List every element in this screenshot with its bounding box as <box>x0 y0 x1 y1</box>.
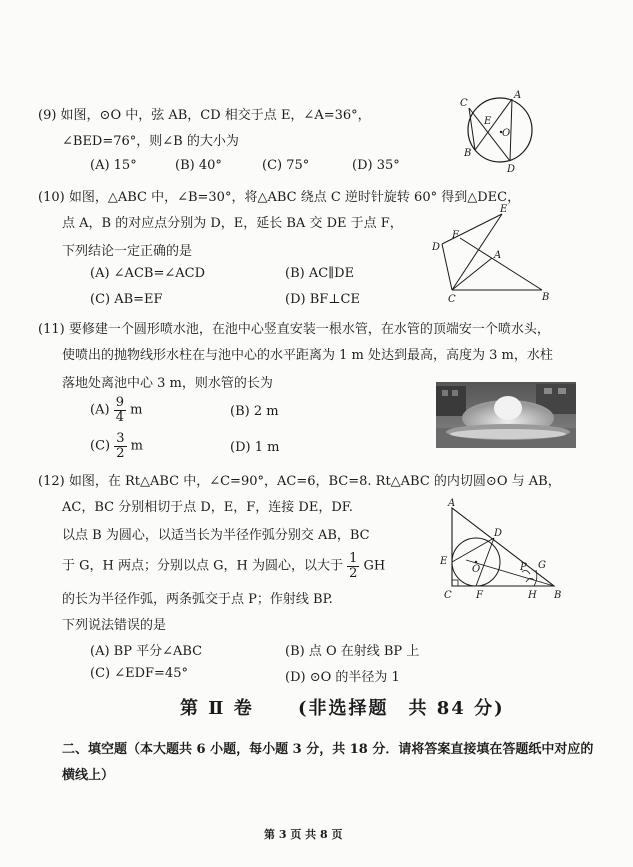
q10-label-a: A <box>494 250 502 261</box>
q12-line5: 的长为半径作弧，两条弧交于点 P；作射线 BP. <box>62 592 333 607</box>
q12-option-c: (C) ∠EDF=45° <box>90 666 188 681</box>
q12-line4-denominator: 2 <box>349 565 358 581</box>
q9-label-d: D <box>507 164 516 172</box>
q11-option-c-numerator: 3 <box>116 431 125 446</box>
q12-line4-text-a: 于 G，H 两点；分别以点 G，H 为圆心，以大于 <box>62 558 343 574</box>
q12-line6: 下列说法错误的是 <box>62 618 167 633</box>
q12-option-b: (B) 点 O 在射线 BP 上 <box>285 644 420 659</box>
q12-option-d: (D) ⊙O 的半径为 1 <box>285 670 400 685</box>
q9-label-e: E <box>484 116 492 127</box>
q12-label-o: O <box>472 564 481 575</box>
q9-option-b: (B) 40° <box>175 158 222 173</box>
q9-line1: (9) 如图，⊙O 中，弦 AB，CD 相交于点 E，∠A=36°， <box>38 108 371 123</box>
q9-label-a: A <box>514 90 522 101</box>
q12-label-f: F <box>476 590 483 601</box>
q12-label-g: G <box>538 560 546 571</box>
q12-option-a: (A) BP 平分∠ABC <box>90 644 203 659</box>
q11-line1: (11) 要修建一个圆形喷水池，在池中心竖直安装一根水管，在水管的顶端安一个喷水头， <box>38 322 550 337</box>
q10-line1: (10) 如图，△ABC 中，∠B=30°，将△ABC 绕点 C 逆时针旋转 60° 得到△DEC， <box>38 190 521 205</box>
q9-option-d: (D) 35° <box>352 158 400 173</box>
q10-triangle-figure <box>430 200 560 305</box>
q9-line2: ∠BED=76°，则∠B 的大小为 <box>62 134 239 149</box>
q11-option-b: (B) 2 m <box>230 404 279 419</box>
q12-label-p: P <box>520 562 527 573</box>
q10-label-e: E <box>500 204 508 215</box>
q11-option-c-unit: m <box>130 438 143 454</box>
q11-option-a-denominator: 4 <box>115 409 124 425</box>
q9-option-c: (C) 75° <box>262 158 310 173</box>
part2-instructions-line2: 横线上） <box>62 768 115 783</box>
q12-line1: (12) 如图，在 Rt△ABC 中，∠C=90°，AC=6，BC=8. Rt△ABC 的内切圆⊙O 与 AB， <box>38 474 561 489</box>
q9-circle-figure <box>455 86 545 172</box>
q11-line2: 使喷出的抛物线形水柱在与池中心的水平距离为 1 m 处达到最高，高度为 3 m，水柱 <box>62 348 553 363</box>
q9-option-a: (A) 15° <box>90 158 137 173</box>
q12-right-triangle-figure <box>436 498 566 602</box>
q12-line4-fraction <box>347 552 359 580</box>
q9-label-c: C <box>460 98 468 109</box>
q12-label-c: C <box>444 590 452 601</box>
q11-option-c-denominator: 2 <box>116 445 125 461</box>
q10-option-a: (A) ∠ACB=∠ACD <box>90 266 205 281</box>
q11-option-a-label: (A) <box>90 402 110 418</box>
q10-label-c: C <box>448 294 456 305</box>
part2-instructions-line1: 二、填空题（本大题共 6 小题，每小题 3 分，共 18 分．请将答案直接填在答题纸中对应的 <box>62 742 594 757</box>
q11-option-d: (D) 1 m <box>230 440 280 455</box>
q12-line4-numerator: 1 <box>349 551 358 566</box>
q10-label-b: B <box>542 292 550 303</box>
q10-label-f: F <box>452 230 459 241</box>
q10-option-d: (D) BF⊥CE <box>285 292 360 307</box>
q12-line4 <box>62 552 385 580</box>
q11-option-a <box>90 396 142 424</box>
q12-label-e: E <box>440 556 448 567</box>
page-footer: 第 3 页 共 8 页 <box>264 828 343 841</box>
q12-line4-text-b: GH <box>363 558 386 574</box>
q11-option-c <box>90 432 143 460</box>
q12-line2: AC，BC 分别相切于点 D，E，F，连接 DE，DF. <box>62 500 353 515</box>
q11-option-c-label: (C) <box>90 438 111 454</box>
q11-option-a-unit: m <box>130 402 143 418</box>
q12-line3: 以点 B 为圆心，以适当长为半径作弧分别交 AB，BC <box>62 528 370 543</box>
q12-label-d: D <box>494 528 503 539</box>
q12-label-b: B <box>554 590 562 601</box>
q10-line3: 下列结论一定正确的是 <box>62 244 193 259</box>
q9-label-o: O <box>502 128 511 139</box>
q9-label-b: B <box>464 148 472 159</box>
q10-label-d: D <box>432 242 441 253</box>
q11-line3: 落地处离池中心 3 m，则水管的长为 <box>62 376 273 391</box>
q12-label-a: A <box>448 498 456 509</box>
q10-line2: 点 A，B 的对应点分别为 D，E，延长 BA 交 DE 于点 F， <box>62 216 403 231</box>
section-subtitle: (非选择题 共 84 分) <box>298 698 505 719</box>
fountain-photo <box>436 382 576 448</box>
q11-option-c-fraction <box>114 432 126 460</box>
q11-option-a-numerator: 9 <box>115 395 124 410</box>
q10-option-c: (C) AB=EF <box>90 292 163 307</box>
q12-label-h: H <box>528 590 537 601</box>
q11-option-a-fraction <box>114 396 126 424</box>
section-title: 第 Ⅱ 卷 <box>180 698 254 719</box>
q10-option-b: (B) AC∥DE <box>285 266 355 281</box>
